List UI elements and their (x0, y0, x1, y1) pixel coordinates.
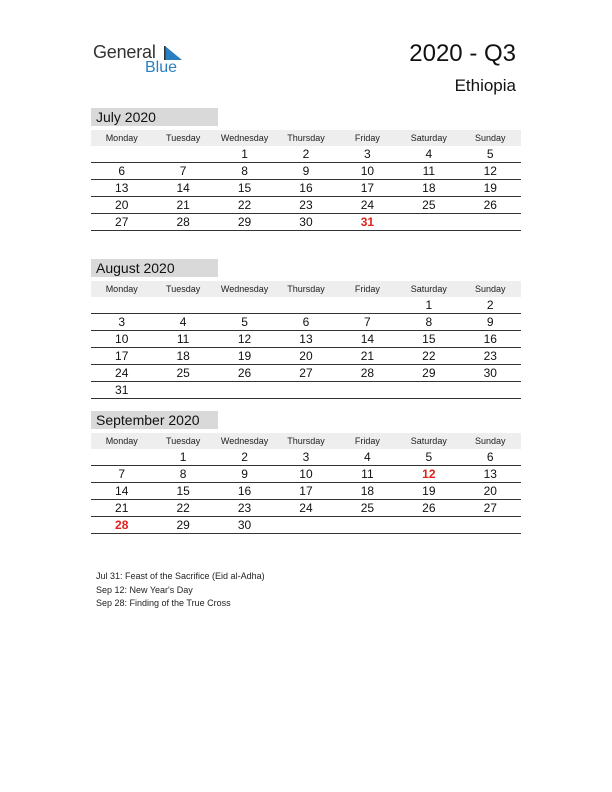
day-cell: 19 (460, 180, 521, 197)
day-cell: 10 (337, 163, 398, 180)
weekday-header: Tuesday (152, 281, 213, 297)
day-cell: 26 (398, 500, 459, 517)
day-cell: 24 (275, 500, 336, 517)
day-cell: 16 (460, 331, 521, 348)
empty-day-cell (91, 297, 152, 314)
weekday-header: Tuesday (152, 433, 213, 449)
day-cell: 2 (460, 297, 521, 314)
day-cell: 15 (398, 331, 459, 348)
holiday-note: Sep 28: Finding of the True Cross (96, 598, 231, 608)
day-cell: 20 (91, 197, 152, 214)
day-cell: 6 (91, 163, 152, 180)
day-cell: 24 (337, 197, 398, 214)
day-cell: 29 (398, 365, 459, 382)
day-cell: 16 (275, 180, 336, 197)
day-cell: 6 (275, 314, 336, 331)
empty-day-cell (152, 146, 213, 163)
day-cell: 30 (275, 214, 336, 231)
weekday-header: Sunday (460, 130, 521, 146)
week-row (91, 180, 521, 197)
day-cell: 6 (460, 449, 521, 466)
day-cell: 14 (337, 331, 398, 348)
day-cell: 2 (214, 449, 275, 466)
day-cell: 30 (214, 517, 275, 534)
empty-day-cell (91, 146, 152, 163)
month-label: September 2020 (91, 411, 218, 429)
weekday-header: Wednesday (214, 281, 275, 297)
day-cell: 17 (275, 483, 336, 500)
day-cell: 24 (91, 365, 152, 382)
weekday-header: Saturday (398, 281, 459, 297)
week-row (91, 466, 521, 483)
day-cell: 1 (152, 449, 213, 466)
day-cell: 5 (214, 314, 275, 331)
day-cell: 26 (460, 197, 521, 214)
day-cell: 22 (152, 500, 213, 517)
week-row (91, 483, 521, 500)
empty-day-cell (275, 382, 336, 399)
empty-day-cell (152, 297, 213, 314)
week-row (91, 500, 521, 517)
empty-day-cell (460, 382, 521, 399)
day-cell: 9 (214, 466, 275, 483)
day-cell: 25 (398, 197, 459, 214)
empty-day-cell (337, 297, 398, 314)
day-cell: 3 (275, 449, 336, 466)
day-cell: 4 (152, 314, 213, 331)
holiday-note: Sep 12: New Year's Day (96, 584, 193, 595)
month-block-july (91, 108, 521, 231)
day-cell: 27 (460, 500, 521, 517)
week-row (91, 449, 521, 466)
holiday-day-cell: 31 (337, 214, 398, 231)
day-cell: 4 (337, 449, 398, 466)
day-cell: 18 (337, 483, 398, 500)
holiday-note: Jul 31: Feast of the Sacrifice (Eid al-Adha) (96, 571, 265, 581)
day-cell: 14 (91, 483, 152, 500)
day-cell: 12 (460, 163, 521, 180)
weekday-header: Monday (91, 433, 152, 449)
empty-day-cell (337, 382, 398, 399)
day-cell: 16 (214, 483, 275, 500)
holiday-day-cell: 12 (398, 466, 459, 483)
day-cell: 10 (275, 466, 336, 483)
day-cell: 11 (398, 163, 459, 180)
weekday-header-row (91, 130, 521, 146)
day-cell: 8 (152, 466, 213, 483)
empty-day-cell (214, 382, 275, 399)
day-cell: 25 (337, 500, 398, 517)
logo-blue-text: Blue (145, 59, 178, 76)
day-cell: 21 (152, 197, 213, 214)
day-cell: 21 (91, 500, 152, 517)
empty-day-cell (460, 517, 521, 534)
day-cell: 18 (398, 180, 459, 197)
day-cell: 25 (152, 365, 213, 382)
week-row (91, 365, 521, 382)
empty-day-cell (152, 382, 213, 399)
empty-day-cell (398, 517, 459, 534)
week-row (91, 348, 521, 365)
month-label: July 2020 (91, 108, 218, 126)
day-cell: 22 (398, 348, 459, 365)
day-cell: 5 (398, 449, 459, 466)
day-cell: 13 (275, 331, 336, 348)
country-name: Ethiopia (454, 76, 516, 95)
day-cell: 8 (214, 163, 275, 180)
day-cell: 21 (337, 348, 398, 365)
brand-logo (93, 40, 193, 80)
weekday-header: Sunday (460, 281, 521, 297)
empty-day-cell (398, 382, 459, 399)
week-row (91, 214, 521, 231)
week-row (91, 146, 521, 163)
day-cell: 13 (91, 180, 152, 197)
weekday-header-row (91, 433, 521, 449)
empty-day-cell (214, 297, 275, 314)
day-cell: 11 (152, 331, 213, 348)
empty-day-cell (91, 449, 152, 466)
day-cell: 13 (460, 466, 521, 483)
day-cell: 20 (460, 483, 521, 500)
month-label: August 2020 (91, 259, 218, 277)
weekday-header: Friday (337, 130, 398, 146)
day-cell: 22 (214, 197, 275, 214)
weekday-header: Friday (337, 281, 398, 297)
day-cell: 15 (152, 483, 213, 500)
weekday-header: Wednesday (214, 433, 275, 449)
day-cell: 10 (91, 331, 152, 348)
week-row (91, 517, 521, 534)
day-cell: 8 (398, 314, 459, 331)
weekday-header: Monday (91, 281, 152, 297)
empty-day-cell (275, 517, 336, 534)
day-cell: 23 (214, 500, 275, 517)
day-cell: 23 (460, 348, 521, 365)
week-row (91, 331, 521, 348)
day-cell: 9 (275, 163, 336, 180)
day-cell: 31 (91, 382, 152, 399)
page-title: 2020 - Q3 (409, 40, 516, 67)
holiday-notes (96, 570, 265, 611)
day-cell: 1 (214, 146, 275, 163)
day-cell: 12 (214, 331, 275, 348)
day-cell: 29 (152, 517, 213, 534)
week-row (91, 382, 521, 399)
day-cell: 3 (91, 314, 152, 331)
weekday-header-row (91, 281, 521, 297)
day-cell: 20 (275, 348, 336, 365)
month-calendar-table (91, 130, 521, 231)
logo-general-text: General (93, 42, 156, 62)
month-calendar-table (91, 281, 521, 399)
day-cell: 18 (152, 348, 213, 365)
day-cell: 17 (337, 180, 398, 197)
empty-day-cell (460, 214, 521, 231)
week-row (91, 314, 521, 331)
day-cell: 7 (152, 163, 213, 180)
day-cell: 19 (214, 348, 275, 365)
empty-day-cell (398, 214, 459, 231)
day-cell: 7 (91, 466, 152, 483)
day-cell: 29 (214, 214, 275, 231)
month-calendar-table (91, 433, 521, 534)
week-row (91, 297, 521, 314)
weekday-header: Saturday (398, 130, 459, 146)
day-cell: 27 (91, 214, 152, 231)
day-cell: 11 (337, 466, 398, 483)
day-cell: 23 (275, 197, 336, 214)
day-cell: 19 (398, 483, 459, 500)
weekday-header: Thursday (275, 281, 336, 297)
weekday-header: Wednesday (214, 130, 275, 146)
weekday-header: Tuesday (152, 130, 213, 146)
empty-day-cell (275, 297, 336, 314)
day-cell: 27 (275, 365, 336, 382)
empty-day-cell (337, 517, 398, 534)
day-cell: 14 (152, 180, 213, 197)
month-block-september (91, 411, 521, 534)
day-cell: 26 (214, 365, 275, 382)
day-cell: 17 (91, 348, 152, 365)
day-cell: 28 (337, 365, 398, 382)
day-cell: 7 (337, 314, 398, 331)
weekday-header: Monday (91, 130, 152, 146)
weekday-header: Thursday (275, 433, 336, 449)
day-cell: 5 (460, 146, 521, 163)
weekday-header: Sunday (460, 433, 521, 449)
month-block-august (91, 259, 521, 399)
holiday-day-cell: 28 (91, 517, 152, 534)
weekday-header: Friday (337, 433, 398, 449)
week-row (91, 163, 521, 180)
day-cell: 3 (337, 146, 398, 163)
weekday-header: Thursday (275, 130, 336, 146)
day-cell: 4 (398, 146, 459, 163)
week-row (91, 197, 521, 214)
day-cell: 28 (152, 214, 213, 231)
day-cell: 15 (214, 180, 275, 197)
weekday-header: Saturday (398, 433, 459, 449)
day-cell: 2 (275, 146, 336, 163)
day-cell: 9 (460, 314, 521, 331)
day-cell: 1 (398, 297, 459, 314)
day-cell: 30 (460, 365, 521, 382)
